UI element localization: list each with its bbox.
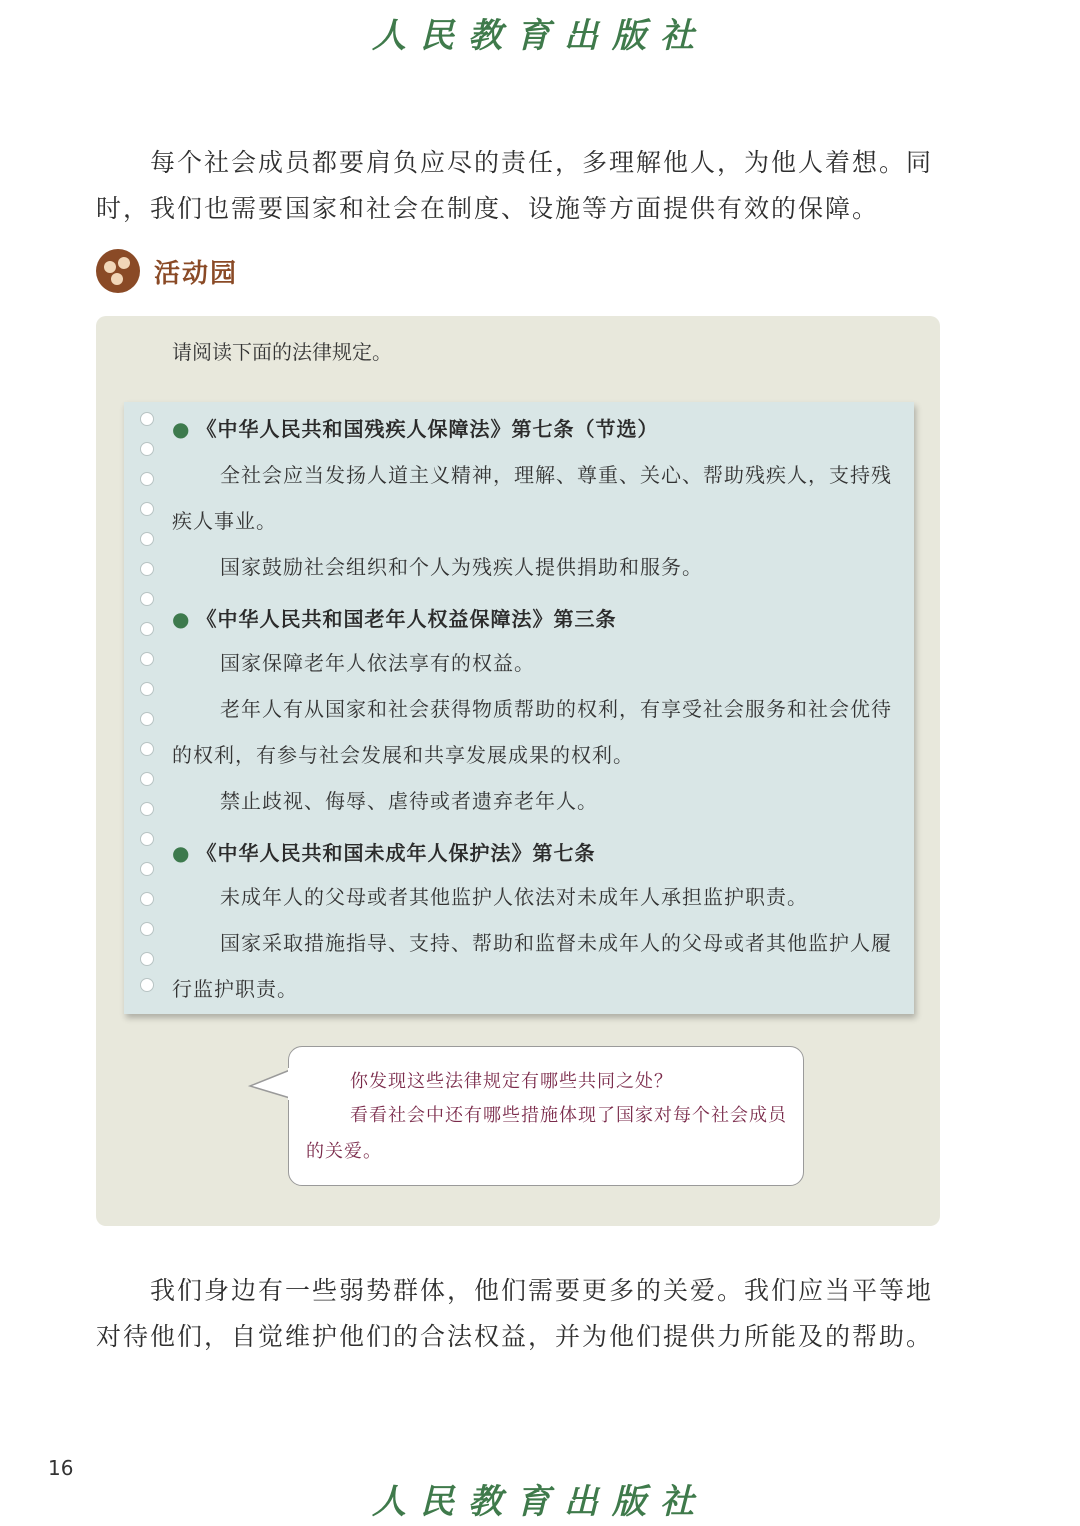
notebook-rings — [140, 412, 156, 992]
bullet-icon: ● — [172, 607, 191, 631]
publisher-watermark-top: 人民教育出版社 — [372, 16, 708, 56]
intro-paragraph: 每个社会成员都要肩负应尽的责任，多理解他人，为他人着想。同时，我们也需要国家和社会在制度、设施等方面提供有效的保障。 — [96, 148, 934, 223]
closing-paragraph: 我们身边有一些弱势群体，他们需要更多的关爱。我们应当平等地对待他们，自觉维护他们的合法权益，并为他们提供力所能及的帮助。 — [96, 1276, 934, 1351]
question-line-2: 看看社会中还有哪些措施体现了国家对每个社会成员的关爱。 — [306, 1105, 787, 1162]
speech-tail-icon — [248, 1064, 292, 1104]
law-1-paragraph-2: 国家鼓励社会组织和个人为残疾人提供捐助和服务。 — [220, 555, 703, 579]
law-1-paragraph-1: 全社会应当发扬人道主义精神，理解、尊重、关心、帮助残疾人，支持残疾人事业。 — [172, 463, 892, 533]
law-1-title-text: 《中华人民共和国残疾人保障法》第七条（节选） — [196, 417, 659, 441]
bullet-icon: ● — [172, 417, 191, 441]
law-2-title — [172, 596, 892, 642]
law-2-paragraph-1: 国家保障老年人依法享有的权益。 — [220, 651, 535, 675]
publisher-watermark-bottom: 人民教育出版社 — [372, 1482, 708, 1522]
activity-heading — [96, 248, 238, 294]
law-3-title — [172, 830, 892, 876]
law-2-paragraph-3: 禁止歧视、侮辱、虐待或者遗弃老年人。 — [220, 789, 598, 813]
law-2-paragraph-2: 老年人有从国家和社会获得物质帮助的权利，有享受社会服务和社会优待的权利，有参与社会发展和共享发展成果的权利。 — [172, 697, 892, 767]
activity-intro: 请阅读下面的法律规定。 — [172, 340, 392, 364]
law-2-title-text: 《中华人民共和国老年人权益保障法》第三条 — [196, 607, 617, 631]
question-line-1: 你发现这些法律规定有哪些共同之处？ — [350, 1071, 673, 1092]
activity-hands-icon — [96, 249, 140, 293]
law-3-paragraph-2: 国家采取措施指导、支持、帮助和监督未成年人的父母或者其他监护人履行监护职责。 — [172, 931, 892, 1001]
law-3-paragraph-1: 未成年人的父母或者其他监护人依法对未成年人承担监护职责。 — [220, 885, 808, 909]
law-1-title — [172, 406, 892, 452]
bullet-icon: ● — [172, 841, 191, 865]
law-3-title-text: 《中华人民共和国未成年人保护法》第七条 — [196, 841, 596, 865]
activity-title: 活动园 — [154, 258, 239, 289]
page-number: 16 — [48, 1456, 74, 1480]
